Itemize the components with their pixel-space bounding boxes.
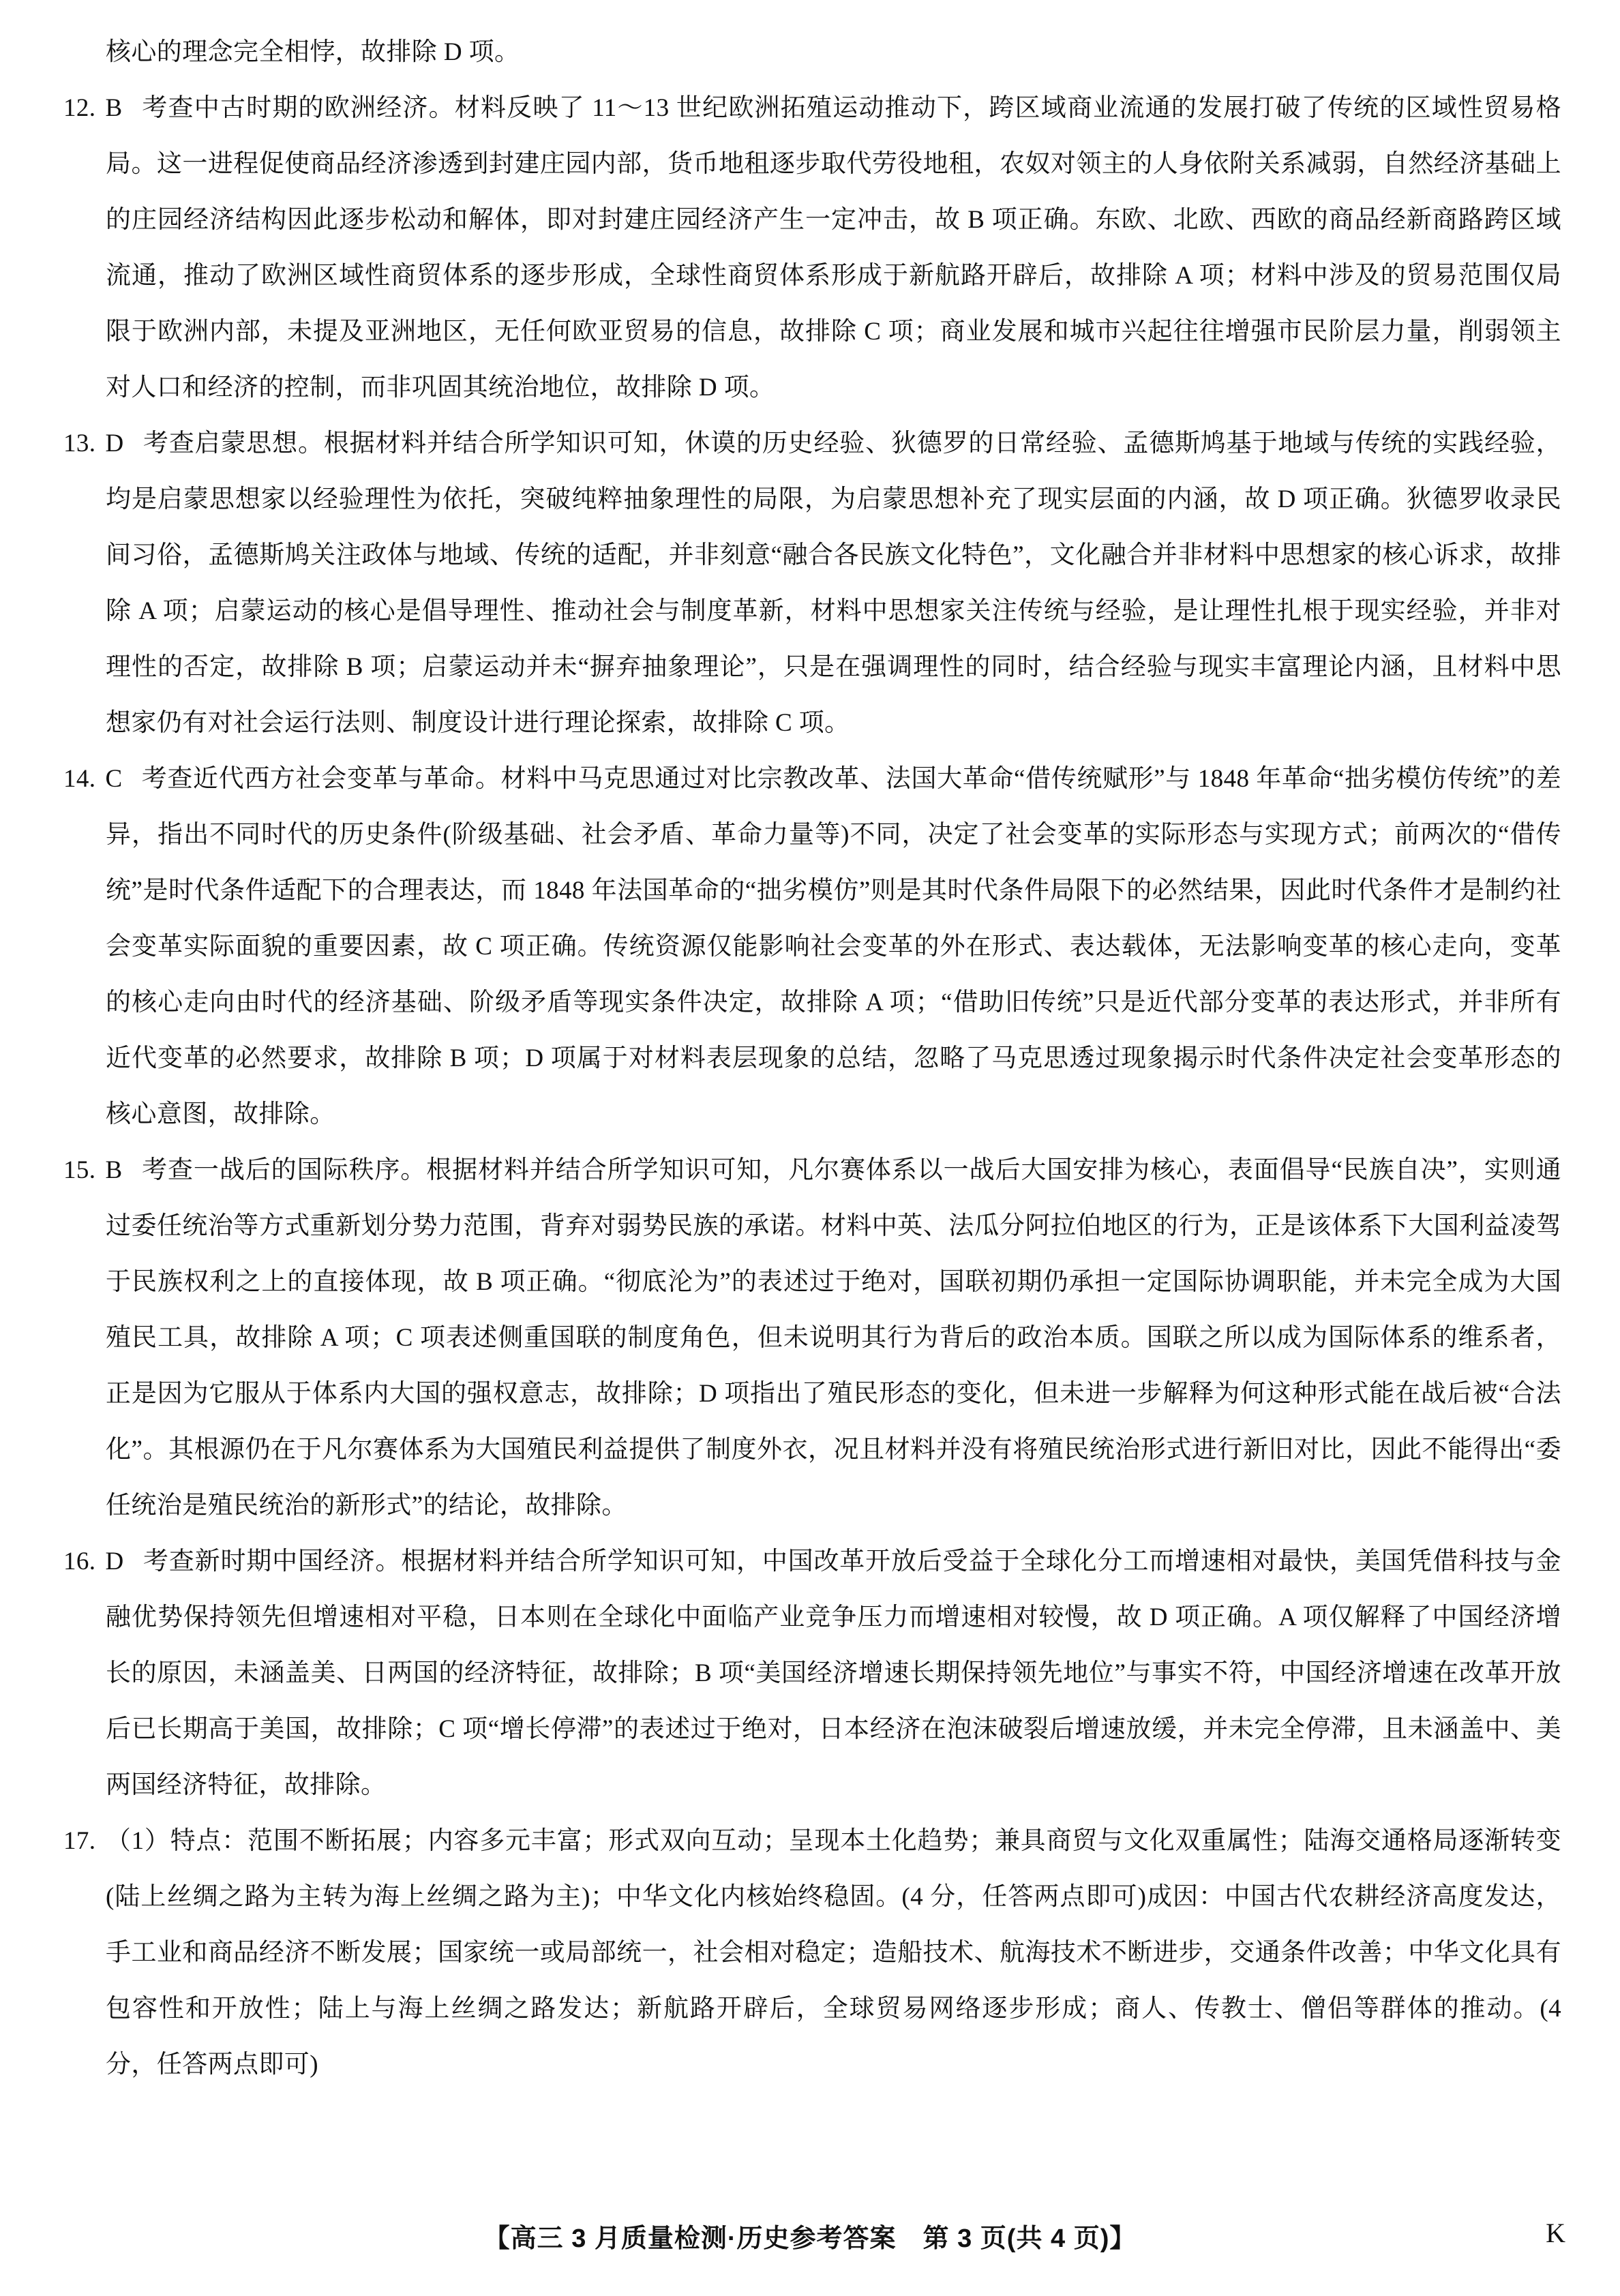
page-footer-code: K (1546, 2218, 1565, 2248)
answer-item-12 (63, 80, 1561, 416)
item-explanation: （1）特点：范围不断拓展；内容多元丰富；形式双向互动；呈现本土化趋势；兼具商贸与文化双重属性；陆海交通格局逐渐转变(陆上丝绸之路为主转为海上丝绸之路为主)；中华文化内核始终稳固。(4 分，任答两点即可)成因：中国古代农耕经济高度发达，手工业和商品经济不断发展；国家统一或局部统一，社会相对稳定；造船技术、航海技术不断进步，交通条件改善；中华文化具有包容性和开放性；陆上与海上丝绸之路发达；新航路开辟后，全球贸易网络逐步形成；商人、传教士、僧侣等群体的推动。(4 分，任答两点即可) (105, 1827, 1561, 2079)
item-number: 12. (63, 94, 96, 122)
item-answer-letter: D (105, 1547, 124, 1575)
answer-item-14 (63, 751, 1561, 1143)
item-explanation: 考查新时期中国经济。根据材料并结合所学知识可知，中国改革开放后受益于全球化分工而增速相对最快，美国凭借科技与金融优势保持领先但增速相对平稳，日本则在全球化中面临产业竞争压力而增速相对较慢，故 D 项正确。A 项仅解释了中国经济增长的原因，未涵盖美、日两国的经济特征，故排除；B 项“美国经济增速长期保持领先地位”与事实不符，中国经济增速在改革开放后已长期高于美国，故排除；C 项“增长停滞”的表述过于绝对，日本经济在泡沫破裂后增速放缓，并未完全停滞，且未涵盖中、美两国经济特征，故排除。 (106, 1547, 1561, 1799)
answer-item-13 (63, 416, 1561, 751)
page-footer: 【高三 3 月质量检测·历史参考答案 第 3 页(共 4 页)】 (483, 2224, 1137, 2253)
answer-key-page (63, 25, 1561, 2093)
item-explanation: 考查近代西方社会变革与革命。材料中马克思通过对比宗教改革、法国大革命“借传统赋形”与 1848 年革命“拙劣模仿传统”的差异，指出不同时代的历史条件(阶级基础、社会矛盾、革命力量等)不同，决定了社会变革的实际形态与实现方式；前两次的“借传统”是时代条件适配下的合理表达，而 1848 年法国革命的“拙劣模仿”则是其时代条件局限下的必然结果，因此时代条件才是制约社会变革实际面貌的重要因素，故 C 项正确。传统资源仅能影响社会变革的外在形式、表达载体，无法影响变革的核心走向，变革的核心走向由时代的经济基础、阶级矛盾等现实条件决定，故排除 A 项；“借助旧传统”只是近代部分变革的表达形式，并非所有近代变革的必然要求，故排除 B 项；D 项属于对材料表层现象的总结，忽略了马克思透过现象揭示时代条件决定社会变革形态的核心意图，故排除。 (106, 765, 1561, 1128)
answer-item-17 (63, 1813, 1561, 2093)
item-answer-letter: C (105, 765, 123, 793)
answer-item-16 (63, 1534, 1561, 1813)
answer-item-15 (63, 1143, 1561, 1534)
item-number: 16. (63, 1547, 96, 1575)
item-number: 15. (63, 1156, 96, 1184)
item-explanation: 考查中古时期的欧洲经济。材料反映了 11～13 世纪欧洲拓殖运动推动下，跨区域商业流通的发展打破了传统的区域性贸易格局。这一进程促使商品经济渗透到封建庄园内部，货币地租逐步取代劳役地租，农奴对领主的人身依附关系减弱，自然经济基础上的庄园经济结构因此逐步松动和解体，即对封建庄园经济产生一定冲击，故 B 项正确。东欧、北欧、西欧的商品经新商路跨区域流通，推动了欧洲区域性商贸体系的逐步形成，全球性商贸体系形成于新航路开辟后，故排除 A 项；材料中涉及的贸易范围仅局限于欧洲内部，未提及亚洲地区，无任何欧亚贸易的信息，故排除 C 项；商业发展和城市兴起往往增强市民阶层力量，削弱领主对人口和经济的控制，而非巩固其统治地位，故排除 D 项。 (106, 94, 1561, 402)
item-number: 14. (63, 765, 96, 793)
item-answer-letter: B (105, 94, 123, 122)
item-answer-letter: B (105, 1156, 123, 1184)
item-explanation: 考查一战后的国际秩序。根据材料并结合所学知识可知，凡尔赛体系以一战后大国安排为核心，表面倡导“民族自决”，实则通过委任统治等方式重新划分势力范围，背弃对弱势民族的承诺。材料中英、法瓜分阿拉伯地区的行为，正是该体系下大国利益凌驾于民族权利之上的直接体现，故 B 项正确。“彻底沦为”的表述过于绝对，国联初期仍承担一定国际协调职能，并未完全成为大国殖民工具，故排除 A 项；C 项表述侧重国联的制度角色，但未说明其行为背后的政治本质。国联之所以成为国际体系的维系者，正是因为它服从于体系内大国的强权意志，故排除；D 项指出了殖民形态的变化，但未进一步解释为何这种形式能在战后被“合法化”。其根源仍在于凡尔赛体系为大国殖民利益提供了制度外衣，况且材料并没有将殖民统治形式进行新旧对比，因此不能得出“委任统治是殖民统治的新形式”的结论，故排除。 (106, 1156, 1561, 1520)
item-explanation: 考查启蒙思想。根据材料并结合所学知识可知，休谟的历史经验、狄德罗的日常经验、孟德斯鸠基于地域与传统的实践经验，均是启蒙思想家以经验理性为依托，突破纯粹抽象理性的局限，为启蒙思想补充了现实层面的内涵，故 D 项正确。狄德罗收录民间习俗，孟德斯鸠关注政体与地域、传统的适配，并非刻意“融合各民族文化特色”，文化融合并非材料中思想家的核心诉求，故排除 A 项；启蒙运动的核心是倡导理性、推动社会与制度革新，材料中思想家关注传统与经验，是让理性扎根于现实经验，并非对理性的否定，故排除 B 项；启蒙运动并未“摒弃抽象理论”，只是在强调理性的同时，结合经验与现实丰富理论内涵，且材料中思想家仍有对社会运行法则、制度设计进行理论探索，故排除 C 项。 (106, 429, 1561, 737)
item-number: 17. (63, 1827, 96, 1855)
item-number: 13. (63, 429, 96, 457)
item-answer-letter: D (105, 429, 124, 457)
continuation-paragraph: 核心的理念完全相悖，故排除 D 项。 (106, 38, 520, 66)
